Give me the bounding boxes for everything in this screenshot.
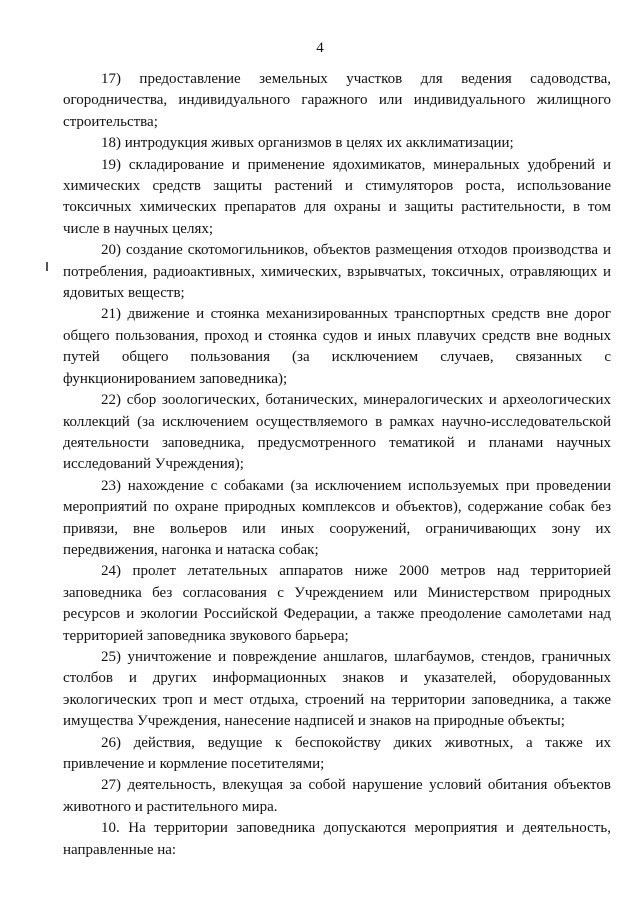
page-number: 4 — [316, 40, 324, 56]
paragraph-item-23: 23) нахождение с собаками (за исключением используемых при проведении мероприятий по охране природных комплексов и объектов), содержание собак без привязи, вне вольеров или иных сооружений, ограничивающих зону их передвижения, нагонка и натаска собак; — [63, 477, 611, 558]
paragraph-item-26: 26) действия, ведущие к беспокойству диких животных, а также их привлечение и кормление посетителями; — [63, 734, 611, 772]
paragraph-item-22: 22) сбор зоологических, ботанических, минералогических и археологических коллекций (за исключением осуществляемого в рамках научно-исследовательской деятельности заповедника, предусмотренного тематикой и планами научных исследований Учреждения); — [63, 392, 611, 473]
paragraph-item-21: 21) движение и стоянка механизированных транспортных средств вне дорог общего пользования, проход и стоянка судов и иных плавучих средств вне водных путей общего пользования (за исключением случаев, связанных с функционированием заповедника); — [63, 306, 611, 387]
paragraph-item-25: 25) уничтожение и повреждение аншлагов, шлагбаумов, стендов, граничных столбов и других информационных знаков и указателей, оборудованных экологических троп и мест отдыха, строений на территории заповедника, а также имущества Учреждения, нанесение надписей и знаков на природные объекты; — [63, 648, 611, 730]
paragraph-item-17: 17) предоставление земельных участков для ведения садоводства, огородничества, индивидуального гаражного или индивидуального жилищного строительства; — [63, 71, 611, 130]
paragraph-item-18: 18) интродукция живых организмов в целях их акклиматизации; — [101, 135, 514, 152]
section-10-paragraph: 10. На территории заповедника допускаются мероприятия и деятельность, направленные на: — [63, 820, 611, 858]
paragraph-item-24: 24) пролет летательных аппаратов ниже 2000 метров над территорией заповедника без согласования с Учреждением или Министерством природных ресурсов и экологии Российской Федерации, а также преодоление самолетами над территорией заповедника звукового барьера; — [63, 563, 611, 644]
paragraph-item-27: 27) деятельность, влекущая за собой нарушение условий обитания объектов животного и растительного мира. — [63, 777, 611, 815]
paragraph-item-20: 20) создание скотомогильников, объектов размещения отходов производства и потребления, радиоактивных, химических, взрывчатых, токсичных, отравляющих и ядовитых веществ; — [63, 242, 611, 302]
paragraph-item-19: 19) складирование и применение ядохимикатов, минеральных удобрений и химических средств защиты растений и стимуляторов роста, использование токсичных химических препаратов для охраны и защиты растительности, в том числе в научных целях; — [63, 156, 611, 237]
document-body — [63, 69, 611, 861]
margin-mark — [46, 262, 48, 271]
